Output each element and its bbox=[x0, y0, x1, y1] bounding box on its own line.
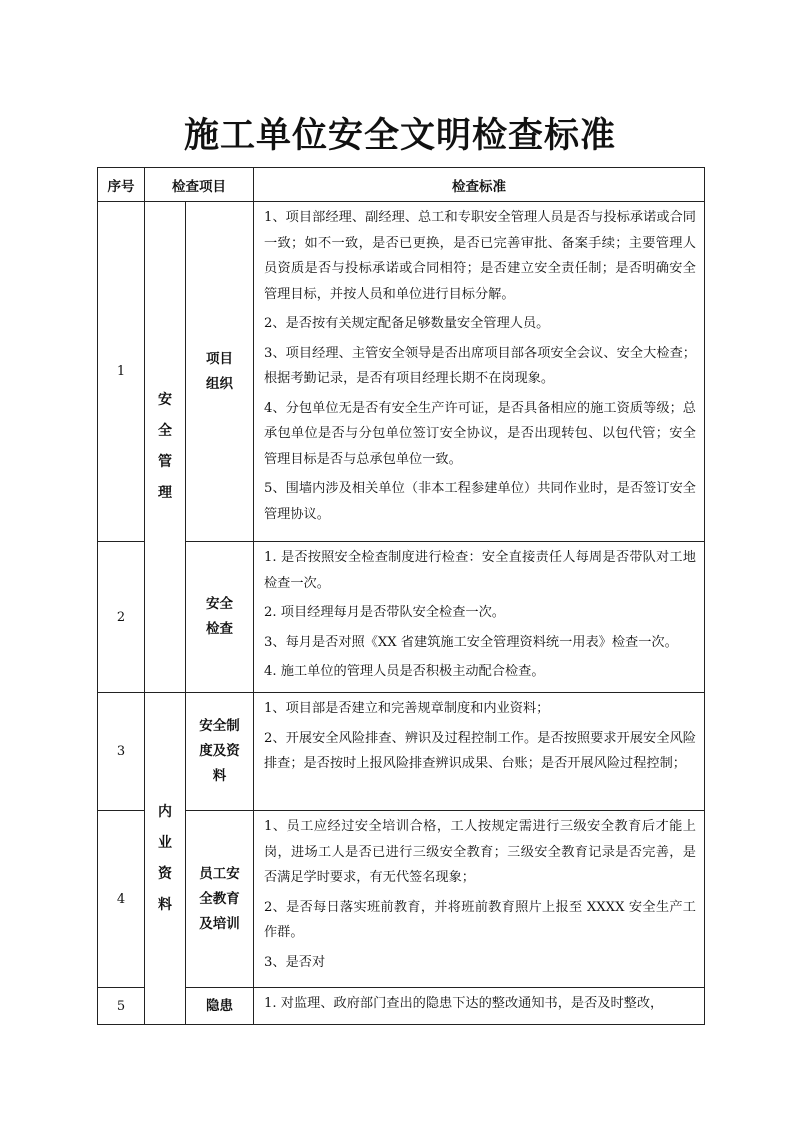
category-char: 业 bbox=[158, 834, 172, 851]
standard-item: 2、开展安全风险排查、辨识及过程控制工作。是否按照要求开展安全风险排查；是否按时上报风险排查辨识成果、台账；是否开展风险过程控制； bbox=[264, 730, 696, 771]
standard-item: 2、是否每日落实班前教育，并将班前教育照片上报至 XXXX 安全生产工作群。 bbox=[264, 899, 696, 940]
standard-item: 2、是否按有关规定配备足够数量安全管理人员。 bbox=[264, 316, 550, 331]
category-char: 理 bbox=[158, 485, 172, 501]
standard-item: 5、围墙内涉及相关单位（非本工程参建单位）共同作业时，是否签订安全管理协议。 bbox=[264, 481, 696, 522]
header-no: 序号 bbox=[98, 168, 145, 202]
sub-item-line: 项目 bbox=[206, 350, 233, 367]
standard-cell bbox=[254, 542, 705, 693]
category-char: 管 bbox=[158, 454, 172, 470]
standard-item: 3、项目经理、主管安全领导是否出席项目部各项安全会议、安全大检查；根据考勤记录，是否有项目经理长期不在岗现象。 bbox=[264, 345, 696, 386]
standard-item: 3、是否对 bbox=[264, 954, 326, 970]
sub-item-hidden-danger bbox=[186, 988, 254, 1025]
table-header-row bbox=[98, 168, 705, 202]
row-number: 2 bbox=[98, 542, 145, 693]
sub-item-line: 安全 bbox=[206, 596, 233, 612]
sub-item-project-organization bbox=[186, 202, 254, 542]
standard-cell bbox=[254, 988, 705, 1025]
page-title: 施工单位安全文明检查标准 bbox=[183, 115, 616, 156]
category-char: 全 bbox=[158, 423, 172, 439]
category-char: 安 bbox=[158, 392, 172, 408]
table-row bbox=[98, 202, 705, 542]
row-number: 4 bbox=[98, 811, 145, 988]
standard-cell bbox=[254, 693, 705, 811]
row-number: 5 bbox=[98, 988, 145, 1025]
sub-item-safety-system bbox=[186, 693, 254, 811]
category-safety-management bbox=[145, 202, 186, 693]
sub-item-line: 度及资 bbox=[199, 743, 240, 759]
inspection-standard-table bbox=[97, 167, 705, 1025]
category-char: 资 bbox=[158, 865, 172, 882]
row-number: 1 bbox=[98, 202, 145, 542]
standard-item: 1、项目部经理、副经理、总工和专职安全管理人员是否与投标承诺或合同一致；如不一致，是否已更换，是否已完善审批、备案手续；主要管理人员资质是否与投标承诺或合同相符；是否建立安全责任制；是否明确安全管理目标，并按人员和单位进行目标分解。 bbox=[264, 210, 696, 302]
sub-item-staff-training bbox=[186, 811, 254, 988]
table-row bbox=[98, 693, 705, 811]
standard-item: 1、项目部是否建立和完善规章制度和内业资料； bbox=[264, 701, 550, 716]
standard-item: 4、分包单位无是否有安全生产许可证，是否具备相应的施工资质等级；总承包单位是否与分包单位签订安全协议，是否出现转包、以包代管；安全管理目标是否与总承包单位一致。 bbox=[264, 400, 696, 467]
standard-item: 1. 对监理、政府部门查出的隐患下达的整改通知书，是否及时整改， bbox=[264, 996, 664, 1011]
header-standard: 检查标准 bbox=[254, 168, 705, 202]
sub-item-line: 及培训 bbox=[199, 915, 240, 932]
standard-item: 4. 施工单位的管理人员是否积极主动配合检查。 bbox=[264, 664, 545, 679]
standard-cell bbox=[254, 202, 705, 542]
category-char: 料 bbox=[158, 896, 172, 913]
sub-item-line: 员工安 bbox=[199, 865, 240, 882]
standard-cell bbox=[254, 811, 705, 988]
category-char: 内 bbox=[158, 803, 172, 820]
standard-item: 1. 是否按照安全检查制度进行检查：安全直接责任人每周是否带队对工地检查一次。 bbox=[264, 550, 696, 591]
standard-item: 3、每月是否对照《XX 省建筑施工安全管理资料统一用表》检查一次。 bbox=[264, 634, 678, 650]
row-number: 3 bbox=[98, 693, 145, 811]
table-row bbox=[98, 811, 705, 988]
standard-item: 1、员工应经过安全培训合格，工人按规定需进行三级安全教育后才能上岗，进场工人是否已进行三级安全教育；三级安全教育记录是否完善，是否满足学时要求，有无代签名现象； bbox=[264, 819, 696, 885]
sub-item-line: 检查 bbox=[206, 621, 233, 637]
category-internal-documents bbox=[145, 693, 186, 1025]
sub-item-safety-inspection bbox=[186, 542, 254, 693]
sub-item-line: 料 bbox=[212, 768, 227, 784]
table-row bbox=[98, 542, 705, 693]
sub-item-line: 全教育 bbox=[199, 890, 240, 907]
sub-item-line: 安全制 bbox=[199, 718, 240, 734]
header-item: 检查项目 bbox=[145, 168, 254, 202]
sub-item-line: 隐患 bbox=[206, 997, 233, 1014]
table-row bbox=[98, 988, 705, 1025]
standard-item: 2. 项目经理每月是否带队安全检查一次。 bbox=[264, 605, 505, 620]
sub-item-line: 组织 bbox=[206, 375, 233, 392]
